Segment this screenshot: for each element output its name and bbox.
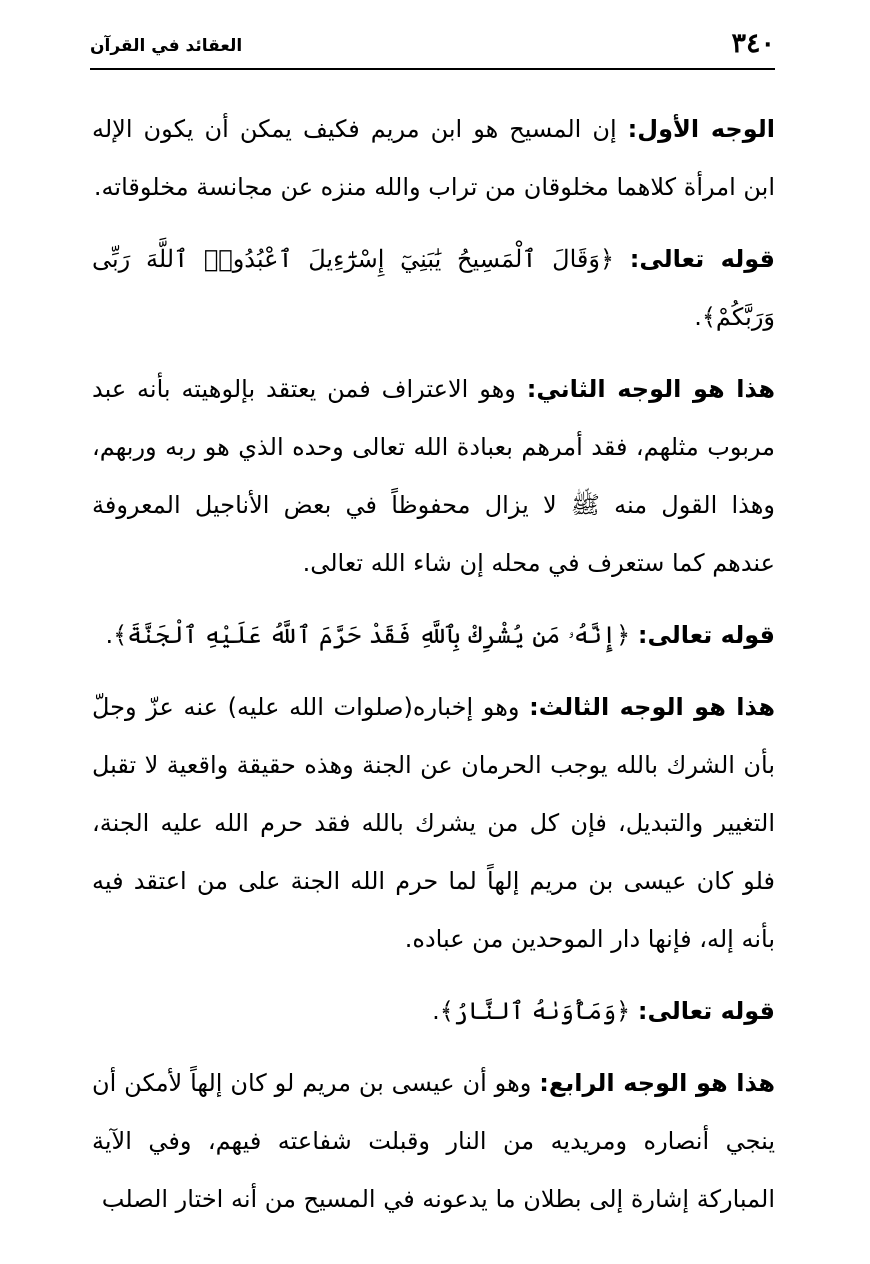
paragraph-first-aspect xyxy=(92,100,775,216)
verse-lead: قوله تعالى: xyxy=(637,997,775,1025)
quran-verse: ﴿وَقَالَ ٱلْمَسِيحُ يَٰبَنِيٓ إِسْرَٰٓءِيلَ ٱعْبُدُوا۟ ٱللَّهَ رَبِّى وَرَبَّكُمْ﴾ xyxy=(92,245,775,331)
verse-line xyxy=(92,982,775,1040)
quran-verse: ﴿إِنَّهُۥ مَن يُشْرِكْ بِٱللَّهِ فَقَدْ حَرَّمَ ٱللَّهُ عَلَيْهِ ٱلْجَنَّةَ﴾ xyxy=(113,621,631,649)
verse-end: . xyxy=(105,621,114,649)
paragraph-third-aspect xyxy=(92,678,775,968)
paragraph-lead: هذا هو الوجه الثاني: xyxy=(526,375,775,403)
paragraph-lead: الوجه الأول: xyxy=(627,115,775,143)
verse-end: . xyxy=(694,303,702,331)
paragraph-lead: هذا هو الوجه الرابع: xyxy=(539,1069,775,1097)
paragraph-text: وهو إخباره(صلوات الله عليه) عنه عزّ وجلّ بأن الشرك بالله يوجب الحرمان عن الجنة وهذه حقيقة واقعية لا تقبل التغيير والتبديل، فإن كل من يشرك بالله فقد حرم الله عليه الجنة، فلو كان عيسى بن مريم إلهاً لما حرم الله الجنة على من اعتقد فيه بأنه إله، فإنها دار الموحدين من عباده. xyxy=(92,693,775,953)
page-body xyxy=(92,100,775,1236)
verse-lead: قوله تعالى: xyxy=(629,245,775,273)
paragraph-text: وهو الاعتراف فمن يعتقد بإلوهيته بأنه عبد مربوب مثلهم، فقد أمرهم بعبادة الله تعالى وحده الذي هو ربه وربهم، وهذا القول منه ﷺ لا يزال محفوظاً في بعض الأناجيل المعروفة عندهم كما ستعرف في محله إن شاء الله تعالى. xyxy=(92,375,775,577)
verse-line xyxy=(92,230,775,346)
quran-verse: ﴿وَمَأْوَىٰهُ ٱلنَّارُ﴾ xyxy=(439,997,631,1025)
page-number: ٣٤٠ xyxy=(731,28,775,59)
verse-line xyxy=(92,606,775,664)
paragraph-text: إن المسيح هو ابن مريم فكيف يمكن أن يكون الإله ابن امرأة كلاهما مخلوقان من تراب والله منزه عن مجانسة مخلوقاته. xyxy=(92,115,775,201)
page-header xyxy=(90,28,775,70)
paragraph-lead: هذا هو الوجه الثالث: xyxy=(529,693,775,721)
paragraph-fourth-aspect xyxy=(92,1054,775,1228)
paragraph-text: وهو أن عيسى بن مريم لو كان إلهاً لأمكن أن ينجي أنصاره ومريديه من النار وقبلت شفاعته فيهم، وفي الآية المباركة إشارة إلى بطلان ما يدعونه في المسيح من أنه اختار الصلب xyxy=(92,1069,775,1213)
running-title: العقائد في القرآن xyxy=(90,36,243,56)
paragraph-second-aspect xyxy=(92,360,775,592)
verse-lead: قوله تعالى: xyxy=(637,621,775,649)
verse-end: . xyxy=(432,997,440,1025)
